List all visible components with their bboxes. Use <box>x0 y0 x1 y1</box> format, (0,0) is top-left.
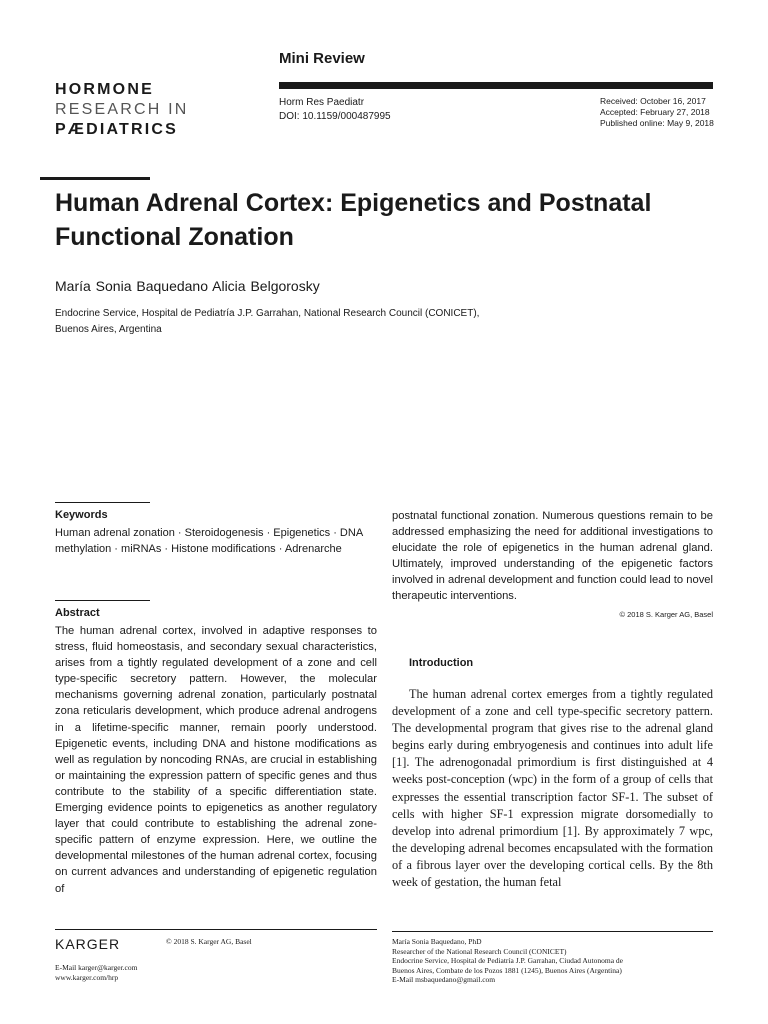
publisher-logo: KARGER <box>55 936 121 952</box>
correspondence-line: María Sonia Baquedano, PhD <box>392 937 482 946</box>
article-type: Mini Review <box>279 50 365 67</box>
published-date: Published online: May 9, 2018 <box>600 118 714 128</box>
abstract-text: The human adrenal cortex, involved in adaptive responses to stress, fluid homeostasis, and secondary sexual characteristics, arises from a tightly regulated development of a zone and cell type-specific secretory pattern. However, the molecular mechanisms governing adrenal zonation, particularly postnatal zona reticularis development, which produce adrenal androgens in a lifetime-specific manner, remain poorly understood. Epigenetic events, including DNA and histone modifications as well as regulation by noncoding RNAs, are crucial in establishing or maintaining the expression pattern of specific genes and thus contribute to the stability of a specific differentiation state. Emerging evidence points to epigenetics as another regulatory layer that could contribute to establishing the adrenal zone-specific pattern of enzyme expression. Here, we outline the developmental milestones of the human adrenal cortex, focusing on current advances and understanding of epigenetic regulation of <box>55 625 377 895</box>
correspondence-line: Researcher of the National Research Council (CONICET) <box>392 946 567 956</box>
publisher-email[interactable]: E-Mail karger@karger.com <box>55 963 138 972</box>
keywords-list: Human adrenal zonation · Steroidogenesis · Epigenetics · DNA methylation · miRNAs · Histone modifications · Adrenarche <box>55 527 363 555</box>
abstract-text-continued: postnatal functional zonation. Numerous questions remain to be addressed emphasizing the need for additional investigations to elucidate the role of epigenetics in the human adrenal gland. Ultimately, improved understanding of the epigenetic factors involved in adrenal development and function could lead to novel therapeutic interventions. <box>392 510 713 603</box>
journal-logo-line-3: PÆDIATRICS <box>55 121 179 138</box>
correspondence-line: Endocrine Service, Hospital de Pediatría J.P. Garrahan, Ciudad Autonoma de <box>392 956 623 966</box>
journal-logo-line-2: RESEARCH IN <box>55 101 189 118</box>
journal-logo-line-1: HORMONE <box>55 81 154 98</box>
introduction-heading: Introduction <box>409 657 474 669</box>
correspondence-line: Buenos Aires, Combate de los Pozos 1881 (1245), Buenos Aires (Argentina) <box>392 965 622 975</box>
publication-dates <box>600 96 714 129</box>
footer-rule-right <box>392 931 713 932</box>
keywords-heading: Keywords <box>55 509 108 521</box>
correspondence-email[interactable]: E-Mail msbaquedano@gmail.com <box>392 975 496 985</box>
abstract-rule <box>55 600 150 601</box>
doi[interactable]: DOI: 10.1159/000487995 <box>279 111 391 122</box>
received-date: Received: October 16, 2017 <box>600 96 706 106</box>
journal-abbrev: Horm Res Paediatr <box>279 97 365 108</box>
abstract-heading: Abstract <box>55 607 100 619</box>
title-rule <box>40 177 150 180</box>
journal-logo <box>55 80 189 140</box>
keywords-rule <box>55 502 150 503</box>
publisher-website[interactable]: www.karger.com/hrp <box>55 973 119 982</box>
introduction-text: The human adrenal cortex emerges from a tightly regulated development of a zone and cell type-specific secretory pattern. The developmental program that gives rise to the adrenal gland begins early during embryogenesis and continues into adult life [1]. The adrenogonadal primordium is first distinguished at 4 weeks post-conception (wpc) in the form of a group of cells that expresses the essential transcription factor SF-1. The subset of cells with higher SF-1 expression migrate dorsomedially to develop into adrenal primordium [1]. By approximately 7 wpc, the developing adrenal becomes encapsulated with the formation of a fibrous layer over the developing cortical cells. By the 8th week of gestation, the human fetal <box>392 687 713 890</box>
abstract-copyright: © 2018 S. Karger AG, Basel <box>619 610 713 619</box>
accepted-date: Accepted: February 27, 2018 <box>600 107 710 117</box>
header-bar <box>279 82 713 89</box>
authors: María Sonia Baquedano Alicia Belgorosky <box>55 278 320 294</box>
article-title: Human Adrenal Cortex: Epigenetics and Postnatal Functional Zonation <box>55 189 652 251</box>
correspondence <box>392 937 713 985</box>
publisher-contact <box>55 963 137 983</box>
affiliation: Endocrine Service, Hospital de Pediatría J.P. Garrahan, National Research Council (CONICET), Buenos Aires, Argentina <box>55 308 480 335</box>
journal-reference <box>279 96 391 124</box>
footer-copyright: © 2018 S. Karger AG, Basel <box>166 937 252 946</box>
footer-rule-left <box>55 929 377 930</box>
